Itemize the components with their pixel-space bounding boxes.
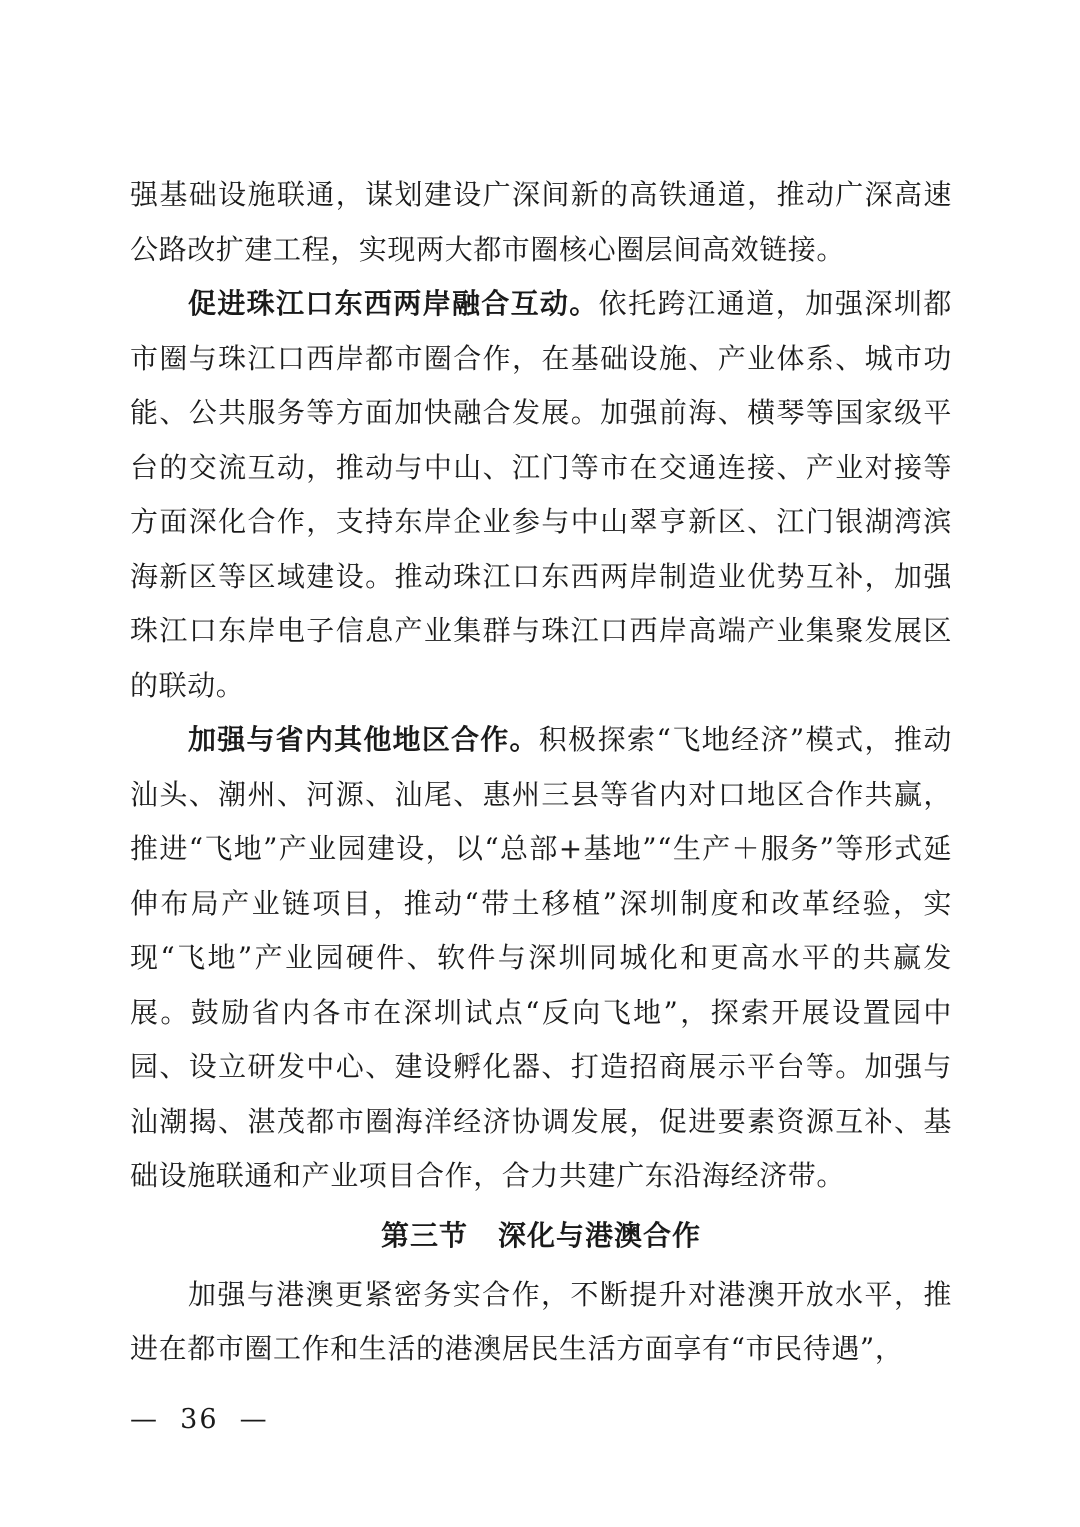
paragraph-body: 积极探索“飞地经济”模式，推动汕头、潮州、河源、汕尾、惠州三县等省内对口地区合作共赢，推进“飞地”产业园建设，以“总部+基地”“生产＋服务”等形式延伸布局产业链项目，推动“带土移植”深圳制度和改革经验，实现“飞地”产业园硬件、软件与深圳同城化和更高水平的共赢发展。鼓励省内各市在深圳试点“反向飞地”，探索开展设置园中园、设立研发中心、建设孵化器、打造招商展示平台等。加强与汕潮揭、湛茂都市圈海洋经济协调发展，促进要素资源互补、基础设施联通和产业项目合作，合力共建广东沿海经济带。 — [130, 723, 952, 1192]
paragraph-lead-heading: 加强与省内其他地区合作。 — [188, 723, 539, 756]
paragraph-provincial-cooperation — [130, 713, 952, 1204]
document-page — [130, 168, 952, 1377]
paragraph-body: 依托跨江通道，加强深圳都市圈与珠江口西岸都市圈合作，在基础设施、产业体系、城市功能、公共服务等方面加快融合发展。加强前海、横琴等国家级平台的交流互动，推动与中山、江门等市在交通连接、产业对接等方面深化合作，支持东岸企业参与中山翠亨新区、江门银湖湾滨海新区等区域建设。推动珠江口东西两岸制造业优势互补，加强珠江口东岸电子信息产业集群与珠江口西岸高端产业集聚发展区的联动。 — [130, 287, 952, 702]
paragraph-pearl-river-integration — [130, 277, 952, 713]
paragraph-continuation: 强基础设施联通，谋划建设广深间新的高铁通道，推动广深高速公路改扩建工程，实现两大都市圈核心圈层间高效链接。 — [130, 178, 952, 266]
page-number: — 36 — — [130, 1404, 269, 1435]
section-title: 深化与港澳合作 — [498, 1218, 702, 1252]
paragraph-lead-heading: 促进珠江口东西两岸融合互动。 — [188, 287, 599, 320]
paragraph-hk-macao-cooperation: 加强与港澳更紧密务实合作，不断提升对港澳开放水平，推进在都市圈工作和生活的港澳居民生活方面享有“市民待遇”， — [130, 1277, 952, 1365]
section-number: 第三节 — [380, 1218, 468, 1252]
section-heading — [130, 1204, 952, 1268]
